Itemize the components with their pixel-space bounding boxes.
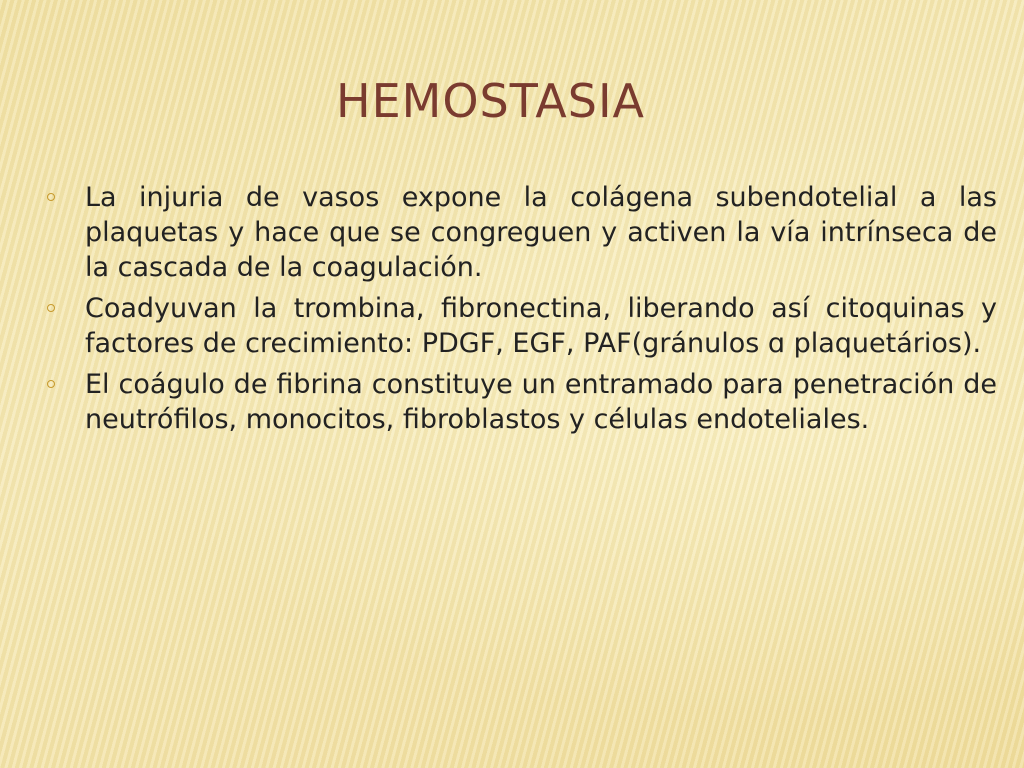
circle-bullet-icon xyxy=(47,193,55,201)
bullet-text: Coadyuvan la trombina, fibronectina, liberando así citoquinas y factores de crecimiento: PDGF, EGF, PAF(gránulos ɑ plaquetários). xyxy=(85,293,997,359)
bullet-item xyxy=(47,291,997,361)
bullet-text: El coágulo de fibrina constituye un entramado para penetración de neutrófilos, monocitos, fibroblastos y células endoteliales. xyxy=(85,369,997,435)
bullet-list xyxy=(47,180,997,443)
circle-bullet-icon xyxy=(47,380,55,388)
slide-title: HEMOSTASIA xyxy=(336,74,645,128)
bullet-text: La injuria de vasos expone la colágena subendotelial a las plaquetas y hace que se congreguen y activen la vía intrínseca de la cascada de la coagulación. xyxy=(85,182,997,283)
bullet-item xyxy=(47,367,997,437)
circle-bullet-icon xyxy=(47,304,55,312)
bullet-item xyxy=(47,180,997,285)
